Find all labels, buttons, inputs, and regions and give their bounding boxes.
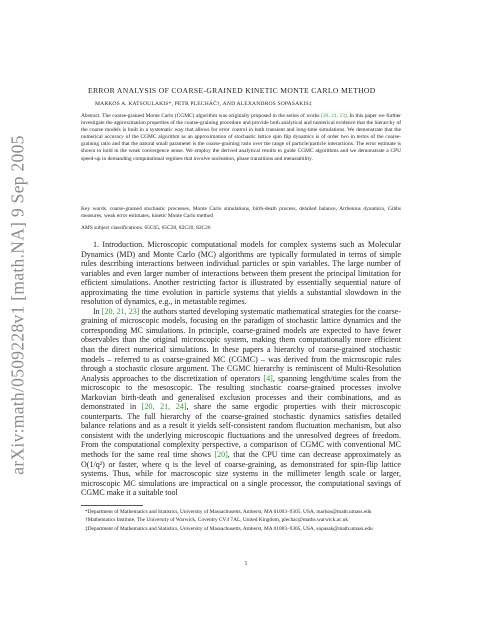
p2-citation-3[interactable]: [20, 21, 24] — [141, 402, 187, 412]
footnote-2: †Mathematics Institute, The University of Warwick, Coventry CV4 7AL, United Kingdom, plechac@maths.warwick.ac.uk — [85, 517, 349, 524]
paper-authors: MARKOS A. KATSOULAKIS*, PETR PLECHÁČ†, AND ALEXANDROS SOPASAKIS‡ — [95, 101, 312, 107]
footnote-divider — [81, 505, 143, 506]
arxiv-identifier: arXiv:math/0509228v1 [math.NA] 9 Sep 2005 — [7, 135, 28, 475]
abstract-text-rest: . In this paper we further investigate the approximation properties of the coarse-graining procedure and provide both analytical and numerical evidence that the hierarchy of the coarse models is built in a systematic way that allows for error control in both transient and long-time simulations. We demonstrate that the numerical accuracy of the CGMC algorithm as an approximation of stochastic lattice spin flip dynamics is of order two in terms of the coarse-graining ratio and that the natural small parameter is the coarse-graining ratio over the range of particle/particle interactions. The error estimate is shown to hold in the weak convergence sense. We employ the derived analytical results to guide CGMC algorithms and we demonstrate a CPU speed-up in demanding computational regimes that involve nucleation, phase transitions and metastability. — [81, 113, 401, 162]
page-number: 1 — [244, 561, 248, 567]
introduction-section — [81, 240, 401, 498]
abstract-text-start: The coarse-grained Monte Carlo (CGMC) algorithm was originally proposed in the series of works — [102, 113, 320, 119]
p2-text-d: , share the same ergodic properties with their microscopic counterparts. The full hierarchy of the coarse-grained stochastic dynamics satisfies detailed balance relations and as a result it yields self-consistent random fluctuation mechanism, but also consistent with the underlying microscopic fluctuations and the unresolved degrees of freedom. From the computational complexity perspective, a comparison of CGMC with conventional MC methods for the same real time shows — [81, 402, 401, 460]
intro-paragraph-2 — [81, 307, 401, 498]
keywords-label: Key words. — [81, 206, 108, 212]
arxiv-identifier-margin — [6, 90, 30, 520]
footnote-3: ‡Department of Mathematics and Statistics, University of Massachusetts, Amherst, MA 01003–9305, USA, sopasak@math.umass.edu — [85, 525, 373, 532]
footnote-1: *Department of Mathematics and Statistics, University of Massachusetts, Amherst, MA 01003–9305, USA, markos@math.umass.edu — [85, 509, 372, 515]
intro-paragraph-1 — [81, 240, 401, 307]
paper-title: ERROR ANALYSIS OF COARSE-GRAINED KINETIC MONTE CARLO METHOD — [88, 86, 376, 95]
intro-paragraph-1-text: Microscopic computational models for complex systems such as Molecular Dynamics (MD) and Monte Carlo (MC) algorithms are typically formulated in terms of simple rules describing interactions between individual particles or spin variables. The large number of variables and even larger number of interactions between them present the principal limitation for efficient simulations. Another restricting factor is illustrated by essentially sequential nature of approximating the time evolution in particle systems that yields a substantial slowdown in the resolution of dynamics, e.g., in metastable regimes. — [81, 240, 401, 307]
p2-text-e: , that the CPU time can decrease approximately as O(1/q²) or faster, where q is the level of coarse-graining, as demonstrated for spin-flip lattice systems. Thus, while for macroscopic size systems in the millimeter length scale or larger, microscopic MC simulations are impractical on a single processor, the computational savings of CGMC make it a suitable tool — [81, 450, 401, 498]
p2-citation-1[interactable]: [20, 21, 23] — [101, 306, 140, 316]
keywords — [81, 206, 401, 220]
abstract-citation[interactable]: [20, 21, 23] — [321, 113, 347, 119]
p2-citation-4[interactable]: [20] — [214, 450, 228, 460]
abstract-label: Abstract. — [81, 113, 101, 119]
p2-citation-2[interactable]: [4] — [263, 373, 273, 383]
ams-text: 65C05, 65C20, 82C20, 82C26 — [144, 225, 211, 231]
ams-classifications — [81, 225, 401, 232]
ams-label: AMS subject classifications. — [81, 225, 144, 231]
section-heading: 1. Introduction. — [93, 240, 145, 249]
p2-text-a: In — [93, 306, 102, 316]
footnotes — [81, 509, 401, 534]
abstract — [81, 113, 401, 163]
p2-text-c: , spanning length/time scales from the microscopic to the mesoscopic. The resulting stochastic coarse-grained processes involve Markovian birth-death and generalised exclusion processes and their combinations, and as demonstrated in — [81, 373, 401, 412]
keywords-text: coarse-grained stochastic processes, Monte Carlo simulations, birth-death process, detailed balance, Arrhenius dynamics, Gibbs measures, weak error estimates, kinetic Monte Carlo method — [81, 206, 401, 220]
p2-text-b: the authors started developing systematic mathematical strategies for the coarse-graining of microscopic models, focusing on the paradigm of stochastic lattice dynamics and the corresponding MC simulations. In principle, coarse-grained models are expected to have fewer observables than the original microscopic system, making them computationally more efficient than the direct numerical simulations. In these papers a hierarchy of coarse-grained stochastic models – referred to as coarse-grained MC (CGMC) – was derived from the microscopic rules through a stochastic closure argument. The CGMC hierarchy is reminiscent of Multi-Resolution Analysis approaches to the discretization of operators — [81, 306, 402, 383]
